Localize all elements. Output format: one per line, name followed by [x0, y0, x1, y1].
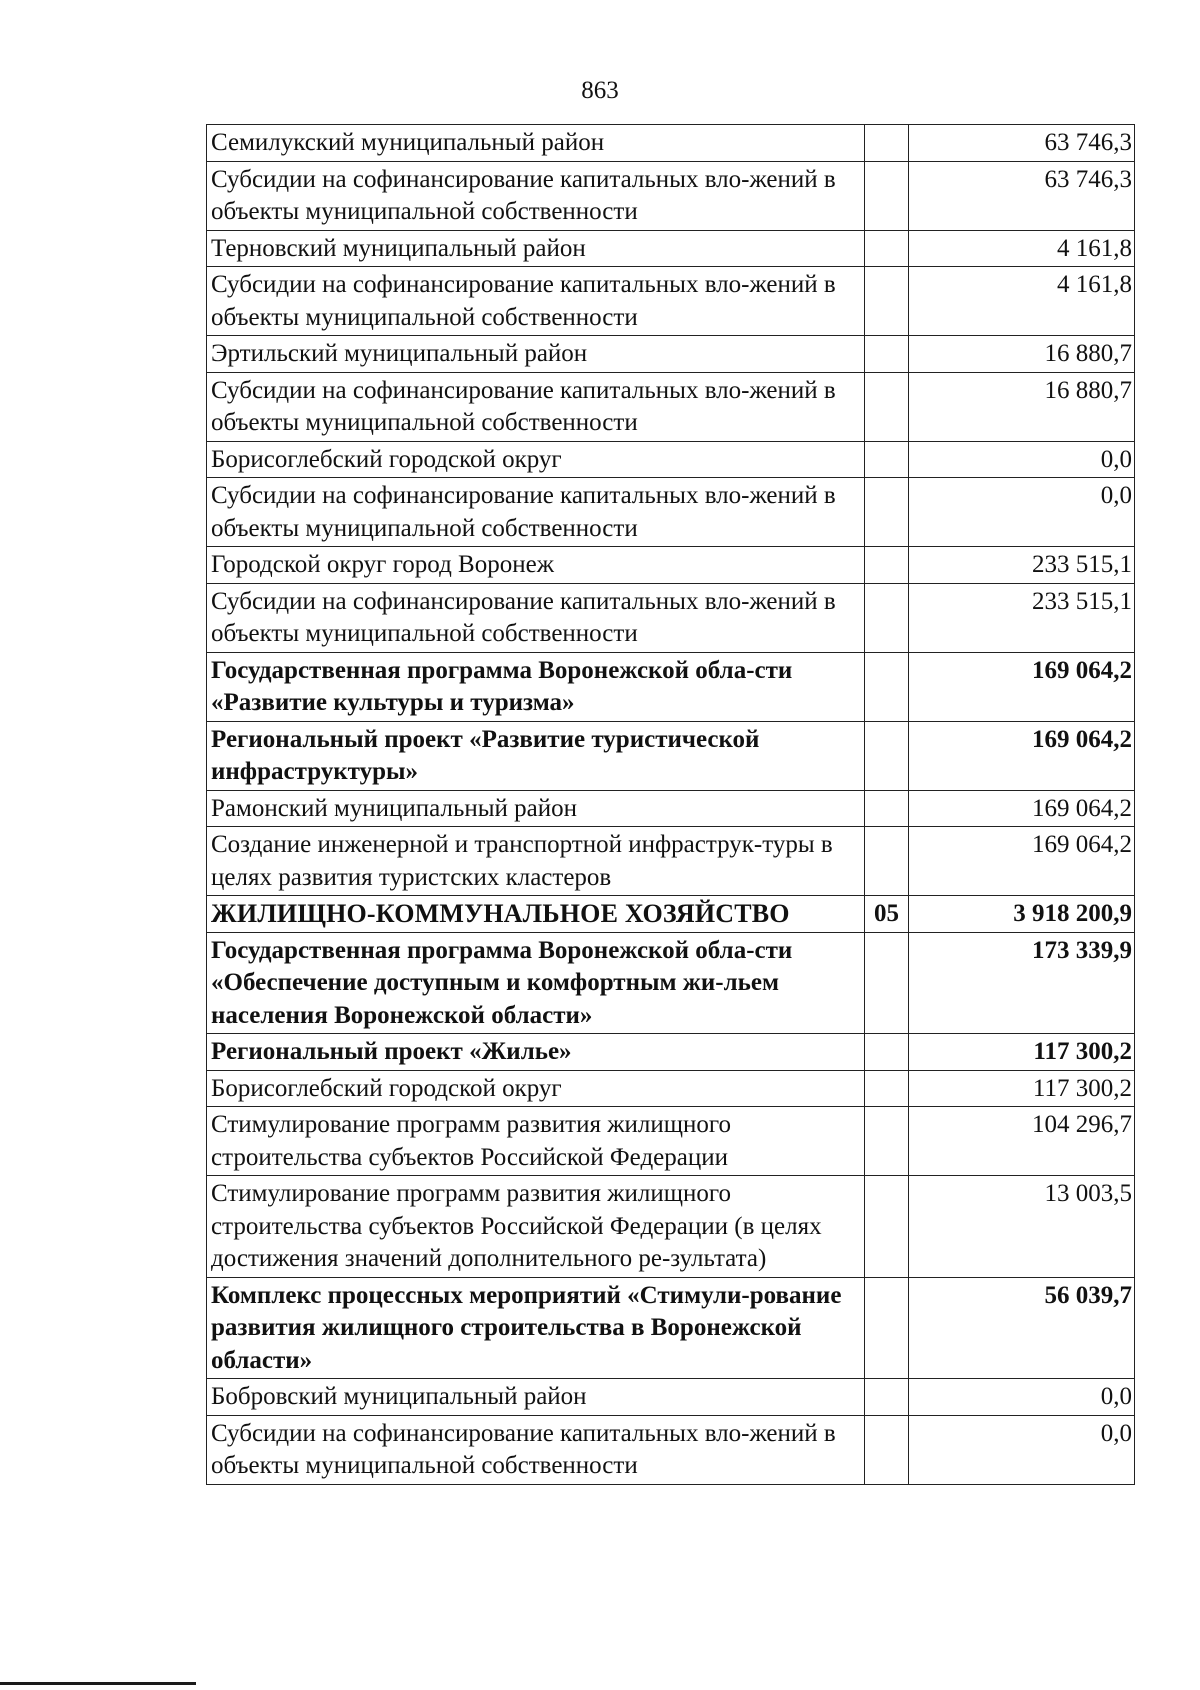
row-code-cell [865, 125, 909, 162]
row-code-cell [865, 1415, 909, 1484]
row-code-cell [865, 1034, 909, 1071]
row-name-cell: Субсидии на софинансирование капитальных вло-жений в объекты муниципальной собственности [207, 372, 865, 441]
row-name-cell: Семилукский муниципальный район [207, 125, 865, 162]
row-name-cell: Субсидии на софинансирование капитальных вло-жений в объекты муниципальной собственности [207, 1415, 865, 1484]
table-row [207, 125, 1135, 162]
row-amount-cell: 63 746,3 [909, 161, 1135, 230]
row-name-cell: Борисоглебский городской округ [207, 1070, 865, 1107]
table-row [207, 478, 1135, 547]
table-row [207, 1070, 1135, 1107]
row-code-cell [865, 583, 909, 652]
row-amount-cell: 117 300,2 [909, 1034, 1135, 1071]
row-code-cell [865, 827, 909, 896]
row-amount-cell: 169 064,2 [909, 827, 1135, 896]
page-number: 863 [581, 77, 619, 104]
table-body [207, 125, 1135, 1485]
row-name-cell: Субсидии на софинансирование капитальных вло-жений в объекты муниципальной собственности [207, 161, 865, 230]
row-code-cell: 05 [865, 896, 909, 933]
row-amount-cell: 233 515,1 [909, 547, 1135, 584]
row-name-cell: Создание инженерной и транспортной инфраструк-туры в целях развития туристских кластеров [207, 827, 865, 896]
row-code-cell [865, 932, 909, 1034]
table-row [207, 1034, 1135, 1071]
row-amount-cell: 233 515,1 [909, 583, 1135, 652]
row-code-cell [865, 267, 909, 336]
row-amount-cell: 4 161,8 [909, 267, 1135, 336]
row-name-cell: Борисоглебский городской округ [207, 441, 865, 478]
row-name-cell: ЖИЛИЩНО-КОММУНАЛЬНОЕ ХОЗЯЙСТВО [207, 896, 865, 933]
row-amount-cell: 117 300,2 [909, 1070, 1135, 1107]
row-amount-cell: 169 064,2 [909, 790, 1135, 827]
table-row [207, 583, 1135, 652]
row-amount-cell: 173 339,9 [909, 932, 1135, 1034]
row-amount-cell: 56 039,7 [909, 1277, 1135, 1379]
row-name-cell: Бобровский муниципальный район [207, 1379, 865, 1416]
row-code-cell [865, 1070, 909, 1107]
row-name-cell: Региональный проект «Жилье» [207, 1034, 865, 1071]
table-row [207, 790, 1135, 827]
table-row [207, 1379, 1135, 1416]
row-code-cell [865, 230, 909, 267]
row-code-cell [865, 372, 909, 441]
row-amount-cell: 169 064,2 [909, 652, 1135, 721]
row-code-cell [865, 161, 909, 230]
row-amount-cell: 16 880,7 [909, 372, 1135, 441]
table-row [207, 1277, 1135, 1379]
row-amount-cell: 0,0 [909, 441, 1135, 478]
row-code-cell [865, 441, 909, 478]
row-name-cell: Комплекс процессных мероприятий «Стимули-рование развития жилищного строительства в Воронежской области» [207, 1277, 865, 1379]
row-name-cell: Региональный проект «Развитие туристической инфраструктуры» [207, 721, 865, 790]
row-name-cell: Субсидии на софинансирование капитальных вло-жений в объекты муниципальной собственности [207, 583, 865, 652]
table-row [207, 372, 1135, 441]
row-code-cell [865, 336, 909, 373]
row-amount-cell: 16 880,7 [909, 336, 1135, 373]
row-name-cell: Государственная программа Воронежской обла-сти «Развитие культуры и туризма» [207, 652, 865, 721]
row-code-cell [865, 478, 909, 547]
row-code-cell [865, 1176, 909, 1278]
row-code-cell [865, 652, 909, 721]
row-code-cell [865, 721, 909, 790]
budget-table [206, 124, 1135, 1485]
table-row [207, 161, 1135, 230]
table-row [207, 932, 1135, 1034]
row-amount-cell: 3 918 200,9 [909, 896, 1135, 933]
table-row [207, 652, 1135, 721]
row-amount-cell: 0,0 [909, 1379, 1135, 1416]
row-name-cell: Стимулирование программ развития жилищного строительства субъектов Российской Федерации [207, 1107, 865, 1176]
row-name-cell: Терновский муниципальный район [207, 230, 865, 267]
row-amount-cell: 0,0 [909, 1415, 1135, 1484]
table-row [207, 1107, 1135, 1176]
row-name-cell: Стимулирование программ развития жилищного строительства субъектов Российской Федерации (в целях достижения значений дополнительного ре-зультата) [207, 1176, 865, 1278]
table-row [207, 230, 1135, 267]
table-row [207, 441, 1135, 478]
row-amount-cell: 104 296,7 [909, 1107, 1135, 1176]
row-name-cell: Рамонский муниципальный район [207, 790, 865, 827]
row-name-cell: Субсидии на софинансирование капитальных вло-жений в объекты муниципальной собственности [207, 478, 865, 547]
row-amount-cell: 0,0 [909, 478, 1135, 547]
row-amount-cell: 4 161,8 [909, 230, 1135, 267]
row-name-cell: Государственная программа Воронежской обла-сти «Обеспечение доступным и комфортным жи-льем населения Воронежской области» [207, 932, 865, 1034]
row-code-cell [865, 790, 909, 827]
row-amount-cell: 63 746,3 [909, 125, 1135, 162]
table-row [207, 267, 1135, 336]
table-row [207, 336, 1135, 373]
table-row [207, 827, 1135, 896]
row-code-cell [865, 1277, 909, 1379]
table-row [207, 896, 1135, 933]
row-name-cell: Субсидии на софинансирование капитальных вло-жений в объекты муниципальной собственности [207, 267, 865, 336]
row-code-cell [865, 547, 909, 584]
row-code-cell [865, 1379, 909, 1416]
row-name-cell: Городской округ город Воронеж [207, 547, 865, 584]
row-amount-cell: 169 064,2 [909, 721, 1135, 790]
table-row [207, 547, 1135, 584]
row-code-cell [865, 1107, 909, 1176]
row-amount-cell: 13 003,5 [909, 1176, 1135, 1278]
table-row [207, 721, 1135, 790]
table-row [207, 1176, 1135, 1278]
row-name-cell: Эртильский муниципальный район [207, 336, 865, 373]
footer-line [0, 1682, 196, 1685]
table-row [207, 1415, 1135, 1484]
